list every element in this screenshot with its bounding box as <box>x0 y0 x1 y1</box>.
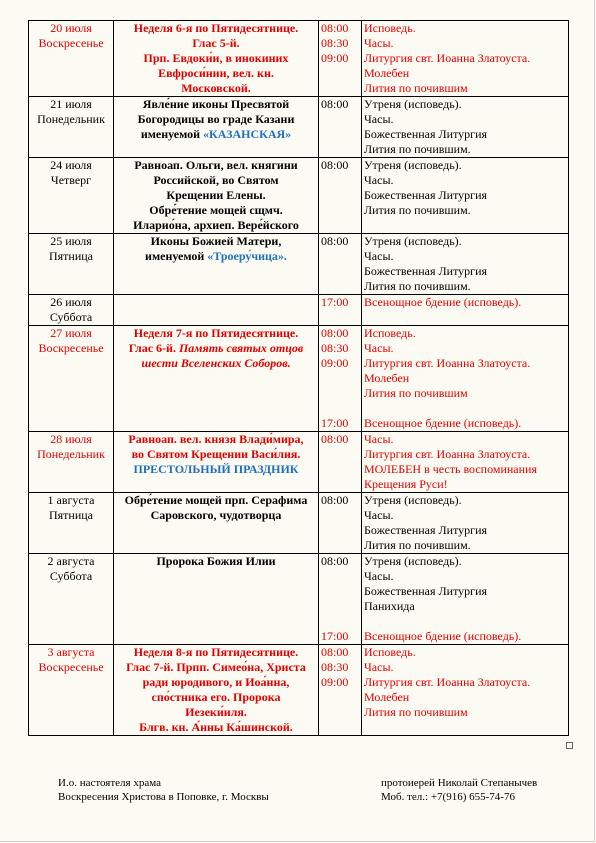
time-cell <box>319 158 362 234</box>
service-text: Часы. <box>364 341 394 355</box>
feast-line <box>116 51 316 66</box>
date-text: 27 июля <box>50 326 92 340</box>
feast-text: Блгв. кн. А́нны Ка́шинской. <box>139 720 293 734</box>
date-text: 20 июля <box>50 21 92 35</box>
service-text: Часы. <box>364 432 394 446</box>
feast-text: именуемой <box>145 249 208 263</box>
time-cell <box>319 326 362 432</box>
feast-text: Равноап. вел. князя Влади́мира, <box>128 432 304 446</box>
feast-text: Неделя 8-я по Пятидесятнице. <box>133 645 299 659</box>
feast-cell <box>114 158 319 234</box>
time-text: 08:00 <box>321 326 349 340</box>
feast-line <box>116 493 316 508</box>
service-text: Божественная Литургия <box>364 584 488 598</box>
time-cell <box>319 234 362 295</box>
service-text: Всенощное бдение (исповедь). <box>364 629 522 643</box>
time-text: 08:30 <box>321 341 349 355</box>
feast-line <box>116 508 316 523</box>
service-text: Молебен <box>364 66 410 80</box>
service-text: Лития по почившим. <box>364 203 471 217</box>
time-cell <box>319 554 362 645</box>
feast-text: Обре́тение мощей сщмч. <box>149 203 283 217</box>
feast-cell <box>114 645 319 736</box>
service-text: Лития по почившим. <box>364 279 471 293</box>
service-text: Божественная Литургия <box>364 127 488 141</box>
feast-italic-text: шести Вселенских Соборов. <box>141 356 291 370</box>
feast-line <box>116 97 316 112</box>
service-text: Лития по почившим <box>364 705 468 719</box>
time-cell <box>319 97 362 158</box>
date-cell <box>29 645 114 736</box>
feast-line <box>116 81 316 96</box>
blank-line <box>321 371 359 386</box>
service-text: Всенощное бдение (исповедь). <box>364 416 522 430</box>
weekday-text: Суббота <box>49 569 93 583</box>
service-text: Утреня (исповедь). <box>364 234 462 248</box>
service-schedule-table <box>28 20 569 736</box>
service-text: Божественная Литургия <box>364 523 488 537</box>
weekday-text: Воскресенье <box>38 660 104 674</box>
feast-text: Прп. Евдоки́и, в инокиних <box>143 51 289 65</box>
date-cell <box>29 97 114 158</box>
service-text: Лития по почившим <box>364 386 468 400</box>
time-text: 08:30 <box>321 36 349 50</box>
footer-signatory-contact <box>381 776 537 804</box>
feast-cell <box>114 326 319 432</box>
feast-text: Иезеки́иля. <box>185 705 247 719</box>
feast-line <box>116 660 316 675</box>
weekday-text: Понедельник <box>37 112 105 126</box>
schedule-row <box>29 97 569 158</box>
date-cell <box>29 234 114 295</box>
time-text: 17:00 <box>321 295 349 309</box>
feast-line <box>116 234 316 249</box>
time-text: 08:00 <box>321 97 349 111</box>
service-text: Божественная Литургия <box>364 188 488 202</box>
feast-cell <box>114 554 319 645</box>
schedule-row <box>29 645 569 736</box>
date-text: 1 августа <box>47 493 95 507</box>
date-text: 28 июля <box>50 432 92 446</box>
time-text: 09:00 <box>321 51 349 65</box>
feast-text: Неделя 7-я по Пятидесятнице. <box>133 326 299 340</box>
service-text: Литургия свт. Иоанна Златоуста. <box>364 675 531 689</box>
feast-highlight-text: «Троеру́чица». <box>207 249 287 263</box>
feast-text: именуемой <box>140 127 204 141</box>
feast-line <box>116 66 316 81</box>
service-text: Исповедь. <box>364 326 416 340</box>
feast-text: Явле́ние иконы Пресвятой <box>142 97 290 111</box>
feast-italic-text: Память святых отцов <box>178 341 304 355</box>
feast-text: Евфроси́нии, вел. кн. <box>158 66 274 80</box>
feast-text: Богородицы во граде Казани <box>137 112 295 126</box>
blank-line <box>321 569 359 584</box>
time-text: 08:00 <box>321 493 349 507</box>
service-text: Литургия свт. Иоанна Златоуста. <box>364 51 531 65</box>
feast-cell <box>114 97 319 158</box>
date-text: 24 июля <box>50 158 92 172</box>
service-cell <box>362 432 569 493</box>
service-text: Часы. <box>364 569 394 583</box>
weekday-text: Пятница <box>48 249 94 263</box>
feast-text: Иларио́на, архиеп. Вере́йского <box>133 218 299 232</box>
time-text: 08:00 <box>321 645 349 659</box>
feast-line <box>116 341 316 356</box>
time-cell <box>319 432 362 493</box>
weekday-text: Суббота <box>49 310 93 324</box>
feast-text: спо́стника его. Пророка <box>151 690 281 704</box>
service-text: Часы. <box>364 112 394 126</box>
service-text: Исповедь. <box>364 21 416 35</box>
service-text: Часы. <box>364 249 394 263</box>
service-text: Часы. <box>364 660 394 674</box>
feast-line <box>116 705 316 720</box>
service-text: Лития по почившим. <box>364 142 471 156</box>
time-text: 08:00 <box>321 432 349 446</box>
service-text: Исповедь. <box>364 645 416 659</box>
feast-line <box>116 326 316 341</box>
schedule-row <box>29 158 569 234</box>
date-cell <box>29 432 114 493</box>
date-cell <box>29 158 114 234</box>
service-text: МОЛЕБЕН в честь воспоминания <box>364 462 537 476</box>
time-cell <box>319 645 362 736</box>
feast-cell <box>114 432 319 493</box>
feast-line <box>116 645 316 660</box>
feast-line <box>116 127 316 142</box>
blank-line <box>321 584 359 599</box>
feast-line <box>116 720 316 735</box>
weekday-text: Пятница <box>48 508 94 522</box>
feast-line <box>116 203 316 218</box>
date-text: 26 июля <box>50 295 92 309</box>
service-cell <box>362 645 569 736</box>
blank-line <box>321 401 359 416</box>
schedule-row <box>29 554 569 645</box>
weekday-text: Понедельник <box>37 447 105 461</box>
time-text: 09:00 <box>321 356 349 370</box>
blank-line <box>321 386 359 401</box>
feast-text: Российской, во Святом <box>153 173 279 187</box>
feast-line <box>116 21 316 36</box>
service-text: Молебен <box>364 371 410 385</box>
schedule-row <box>29 326 569 432</box>
feast-line <box>116 554 316 569</box>
date-cell <box>29 326 114 432</box>
feast-text: ради юродивого, и Иоа́нна, <box>142 675 290 689</box>
time-text: 08:30 <box>321 660 349 674</box>
time-cell <box>319 21 362 97</box>
feast-text: Крещении Елены. <box>166 188 266 202</box>
schedule-row <box>29 432 569 493</box>
date-cell <box>29 554 114 645</box>
feast-text: Неделя 6-я по Пятидесятнице. <box>133 21 299 35</box>
date-cell <box>29 21 114 97</box>
schedule-body <box>29 21 569 736</box>
feast-text: Равноап. Ольги, вел. княгини <box>134 158 298 172</box>
service-text: Божественная Литургия <box>364 264 488 278</box>
resize-handle[interactable] <box>566 742 573 749</box>
time-text: 08:00 <box>321 158 349 172</box>
date-text: 25 июля <box>50 234 92 248</box>
feast-line <box>116 447 316 462</box>
feast-line <box>116 675 316 690</box>
time-text: 17:00 <box>321 629 349 643</box>
service-text: Панихида <box>364 599 415 613</box>
feast-text: Глас 5-й. <box>192 36 240 50</box>
time-text: 08:00 <box>321 234 349 248</box>
feast-text: Глас 7-й. Прпп. Симео́на, Христа <box>126 660 306 674</box>
blank-line <box>364 401 566 416</box>
service-text: Молебен <box>364 690 410 704</box>
footer-left-line-2: Воскресения Христова в Поповке, г. Москвы <box>58 791 269 803</box>
service-text: Литургия свт. Иоанна Златоуста. <box>364 356 531 370</box>
date-text: 21 июля <box>50 97 92 111</box>
weekday-text: Воскресенье <box>38 36 104 50</box>
footer-signatory-title <box>58 776 269 804</box>
service-cell <box>362 295 569 326</box>
footer-left-line-1: И.о. настоятеля храма <box>58 777 161 789</box>
schedule-row <box>29 234 569 295</box>
service-text: Часы. <box>364 173 394 187</box>
service-text: Утреня (исповедь). <box>364 493 462 507</box>
feast-text: Московской. <box>181 81 251 95</box>
date-cell <box>29 493 114 554</box>
feast-line <box>116 158 316 173</box>
schedule-row <box>29 21 569 97</box>
feast-text: Пророка Божия Илии <box>156 554 276 568</box>
service-cell <box>362 234 569 295</box>
feast-line <box>116 218 316 233</box>
service-cell <box>362 493 569 554</box>
service-cell <box>362 158 569 234</box>
feast-line <box>116 462 316 477</box>
feast-cell <box>114 234 319 295</box>
feast-line <box>116 690 316 705</box>
service-text: Литургия свт. Иоанна Златоуста. <box>364 447 531 461</box>
service-text: Крещения Руси! <box>364 477 448 491</box>
service-text: Лития по почившим. <box>364 538 471 552</box>
service-cell <box>362 21 569 97</box>
time-cell <box>319 295 362 326</box>
service-text: Лития по почившим <box>364 81 468 95</box>
feast-cell <box>114 295 319 326</box>
service-text: Утреня (исповедь). <box>364 158 462 172</box>
footer-right-line-1: протоиерей Николай Степанычев <box>381 777 538 789</box>
date-cell <box>29 295 114 326</box>
feast-line <box>116 356 316 371</box>
feast-line <box>116 188 316 203</box>
service-text: Всенощное бдение (исповедь). <box>364 295 522 309</box>
schedule-row <box>29 295 569 326</box>
date-text: 3 августа <box>47 645 95 659</box>
service-cell <box>362 554 569 645</box>
feast-text: Обре́тение мощей прп. Серафима <box>124 493 308 507</box>
service-cell <box>362 97 569 158</box>
feast-highlight-text: ПРЕСТОЛЬНЫЙ ПРАЗДНИК <box>133 462 299 476</box>
blank-line <box>321 614 359 629</box>
schedule-row <box>29 493 569 554</box>
footer-right-line-2: Моб. тел.: +7(916) 655-74-76 <box>381 791 515 803</box>
service-text: Часы. <box>364 36 394 50</box>
feast-line <box>116 432 316 447</box>
date-text: 2 августа <box>47 554 95 568</box>
feast-line <box>116 112 316 127</box>
service-text: Часы. <box>364 508 394 522</box>
service-text: Утреня (исповедь). <box>364 97 462 111</box>
feast-text: во Святом Крещении Васи́лия. <box>131 447 301 461</box>
service-text: Утреня (исповедь). <box>364 554 462 568</box>
feast-highlight-text: «КАЗАНСКАЯ» <box>203 127 292 141</box>
time-text: 08:00 <box>321 554 349 568</box>
feast-cell <box>114 21 319 97</box>
feast-line <box>116 173 316 188</box>
blank-line <box>364 614 566 629</box>
feast-text: Глас 6-й. <box>128 341 179 355</box>
time-text: 08:00 <box>321 21 349 35</box>
feast-cell <box>114 493 319 554</box>
blank-line <box>321 599 359 614</box>
weekday-text: Четверг <box>50 173 92 187</box>
weekday-text: Воскресенье <box>38 341 104 355</box>
feast-text: Иконы Божией Матери, <box>150 234 282 248</box>
feast-line <box>116 36 316 51</box>
service-cell <box>362 326 569 432</box>
time-text: 17:00 <box>321 416 349 430</box>
time-cell <box>319 493 362 554</box>
time-text: 09:00 <box>321 675 349 689</box>
feast-text: Саровского, чудотворца <box>150 508 282 522</box>
feast-line <box>116 249 316 264</box>
